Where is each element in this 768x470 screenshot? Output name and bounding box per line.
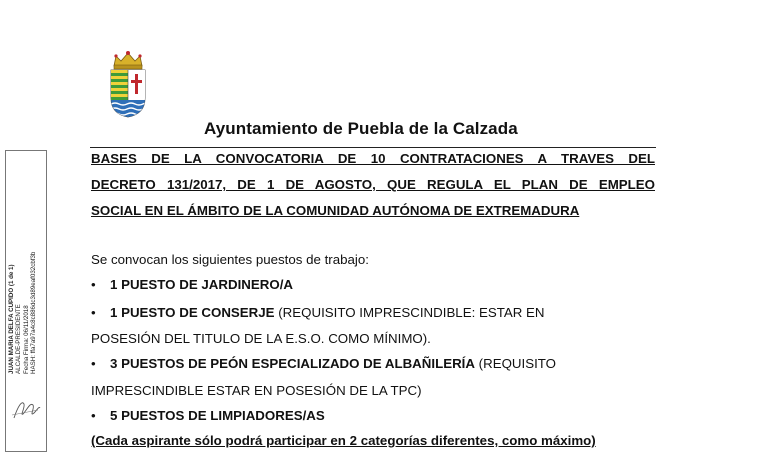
signature-hash: HASH: ffa7a97a4c8c886dc3d89eaf032cbf3b	[30, 251, 38, 374]
position-requirement-continuation: IMPRESCINDIBLE ESTAR EN POSESIÓN DE LA TPC)	[91, 383, 422, 398]
position-requirement-continuation: POSESIÓN DEL TITULO DE LA E.S.O. COMO MÍNIMO).	[91, 331, 431, 346]
handwritten-signature	[10, 396, 42, 422]
intro-text: Se convocan los siguientes puestos de trabajo:	[91, 252, 369, 267]
position-title: 5 PUESTOS DE LIMPIADORES/AS	[110, 408, 325, 423]
document-title: Ayuntamiento de Puebla de la Calzada	[204, 119, 518, 138]
bullet: •	[91, 305, 96, 320]
bullet: •	[91, 408, 96, 423]
position-requirement: (REQUISITO	[474, 356, 557, 371]
title-divider	[90, 147, 656, 148]
position-title: 1 PUESTO DE JARDINERO/A	[110, 277, 293, 292]
heading-line-1: BASES DE LA CONVOCATORIA DE 10 CONTRATACIONES A TRAVES DEL	[91, 151, 655, 166]
signature-stamp-text	[8, 154, 38, 374]
position-item-gardener	[91, 277, 293, 292]
position-requirement: (REQUISITO IMPRESCINDIBLE: ESTAR EN	[274, 305, 545, 320]
position-title: 3 PUESTOS DE PEÓN ESPECIALIZADO DE ALBAÑILERÍA	[110, 356, 475, 371]
signer-role: ALCALDE-PRESIDENTE	[15, 304, 23, 374]
participation-note: (Cada aspirante sólo podrá participar en 2 categorías diferentes, como máximo)	[91, 433, 596, 448]
heading-line-2: DECRETO 131/2017, DE 1 DE AGOSTO, QUE REGULA EL PLAN DE EMPLEO	[91, 177, 655, 192]
position-item-cleaners	[91, 408, 325, 423]
position-item-bricklayer	[91, 356, 556, 371]
position-title: 1 PUESTO DE CONSERJE	[110, 305, 275, 320]
bullet: •	[91, 277, 96, 292]
bullet: •	[91, 356, 96, 371]
convocation-heading	[91, 150, 655, 228]
position-item-caretaker	[91, 305, 544, 320]
municipal-coat-of-arms	[106, 50, 150, 118]
heading-line-3: SOCIAL EN EL ÁMBITO DE LA COMUNIDAD AUTÓNOMA DE EXTREMADURA	[91, 203, 580, 218]
signer-name: JUAN MARIA DELFA CUPIDO (1 de 1)	[8, 264, 15, 374]
signature-date: Fecha Firma: 06/11/2018	[22, 305, 30, 374]
